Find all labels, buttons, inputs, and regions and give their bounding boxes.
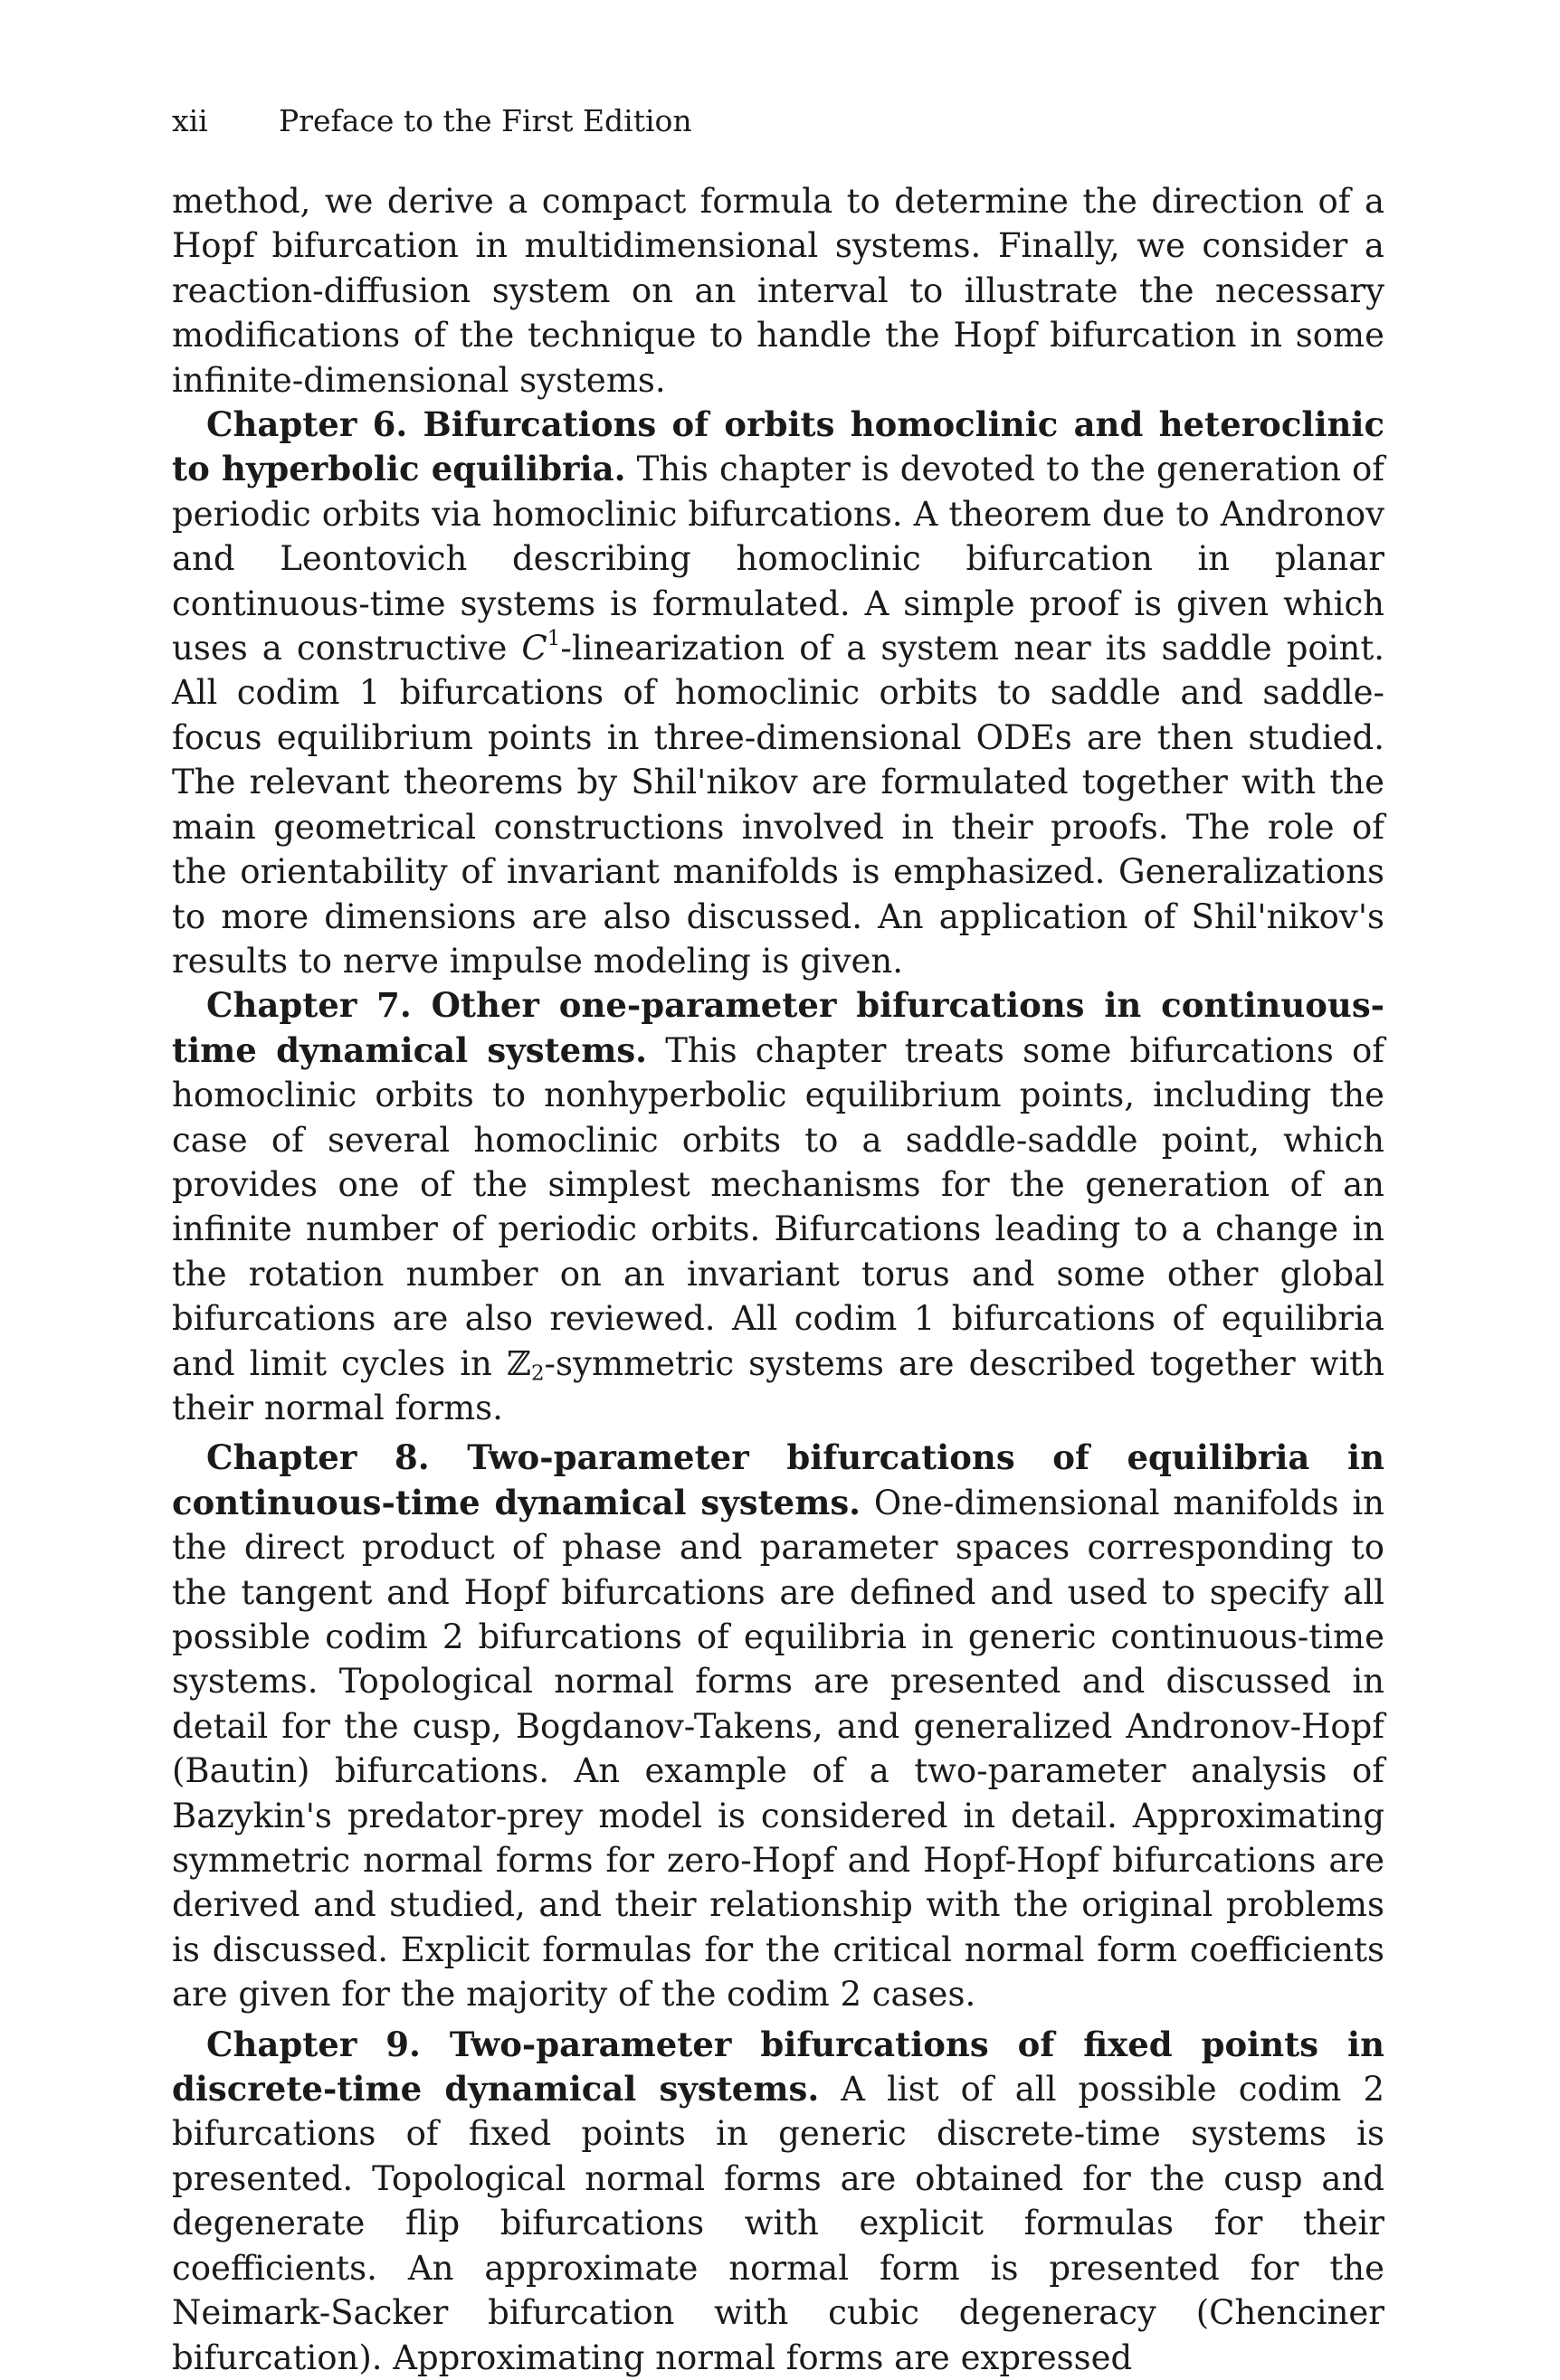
math-z-symbol: ℤ [506, 1343, 531, 1383]
chapter-7-text-after: -symmetric systems are described together with their normal forms. [172, 1343, 1384, 1427]
running-head [172, 101, 692, 141]
math-c-symbol: C [521, 629, 547, 668]
body-text [172, 179, 1384, 2380]
chapter-9-text: A list of all possible codim 2 bifurcations of fixed points in generic discrete-time systems is presented. Topological normal forms are obtained for the cusp and degenerate flip bifurcations with explicit formulas for their coefficients. An approximate normal form is presented for the Neimark-Sacker bifurcation with cubic degeneracy (Chenciner bifurcation). Approximating normal forms are expressed [172, 2070, 1384, 2377]
continuation-paragraph: method, we derive a compact formula to determine the direction of a Hopf bifurcation in multidimensional systems. Finally, we consider a reaction-diffusion system on an interval to illustrate the necessary modifications of the technique to handle the Hopf bifurcation in some infinite-dimensional systems. [172, 182, 1384, 400]
chapter-8-text: One-dimensional manifolds in the direct product of phase and parameter spaces corresponding to the tangent and Hopf bifurcations are defined and used to specify all possible codim 2 bifurcations of equilibria in generic continuous-time systems. Topological normal forms are presented and discussed in detail for the cusp, Bogdanov-Takens, and generalized Andronov-Hopf (Bautin) bifurcations. An example of a two-parameter analysis of Bazykin's predator-prey model is considered in detail. Approximating symmetric normal forms for zero-Hopf and Hopf-Hopf bifurcations are derived and studied, and their relationship with the original problems is discussed. Explicit formulas for the critical normal form coefficients are given for the majority of the codim 2 cases. [172, 1483, 1384, 2015]
chapter-6-paragraph [172, 403, 1384, 983]
chapter-6-text-after: -linearization of a system near its saddle point. All codim 1 bifurcations of homoclinic orbits to saddle and saddle-focus equilibrium points in three-dimensional ODEs are then studied. The relevant theorems by Shil'nikov are formulated together with the main geometrical constructions involved in their proofs. The role of the orientability of invariant manifolds is emphasized. Generalizations to more dimensions are also discussed. An application of Shil'nikov's results to nerve impulse modeling is given. [172, 629, 1385, 981]
page-number: xii [172, 103, 208, 138]
chapter-7-text-before: This chapter treats some bifurcations of homoclinic orbits to nonhyperbolic equilibrium points, including the case of several homoclinic orbits to a saddle-saddle point, which provides one of the simplest mechanisms for the generation of an infinite number of periodic orbits. Bifurcations leading to a change in the rotation number on an invariant torus and some other global bifurcations are also reviewed. All codim 1 bifurcations of equilibria and limit cycles in [172, 1030, 1384, 1383]
running-title: Preface to the First Edition [279, 103, 692, 138]
chapter-8-heading: Chapter 8. Two-parameter bifurcations of equilibria in continuous-time dynamical systems. [172, 1437, 1384, 1522]
chapter-7-paragraph [172, 983, 1384, 1430]
math-z-subscript: 2 [530, 1361, 545, 1386]
chapter-7-heading: Chapter 7. Other one-parameter bifurcations in continuous-time dynamical systems. [172, 985, 1384, 1070]
book-page [172, 0, 1385, 2377]
chapter-6-heading: Chapter 6. Bifurcations of orbits homoclinic and heteroclinic to hyperbolic equilibria. [172, 404, 1384, 489]
chapter-8-paragraph [172, 1436, 1384, 2016]
chapter-6-text-before: This chapter is devoted to the generation of periodic orbits via homoclinic bifurcations. A theorem due to Andronov and Leontovich describing homoclinic bifurcation in planar continuous-time systems is formulated. A simple proof is given which uses a constructive [172, 450, 1384, 668]
math-c-superscript: 1 [547, 627, 561, 651]
chapter-9-paragraph [172, 2023, 1384, 2380]
chapter-9-heading: Chapter 9. Two-parameter bifurcations of fixed points in discrete-time dynamical systems. [172, 2024, 1384, 2110]
